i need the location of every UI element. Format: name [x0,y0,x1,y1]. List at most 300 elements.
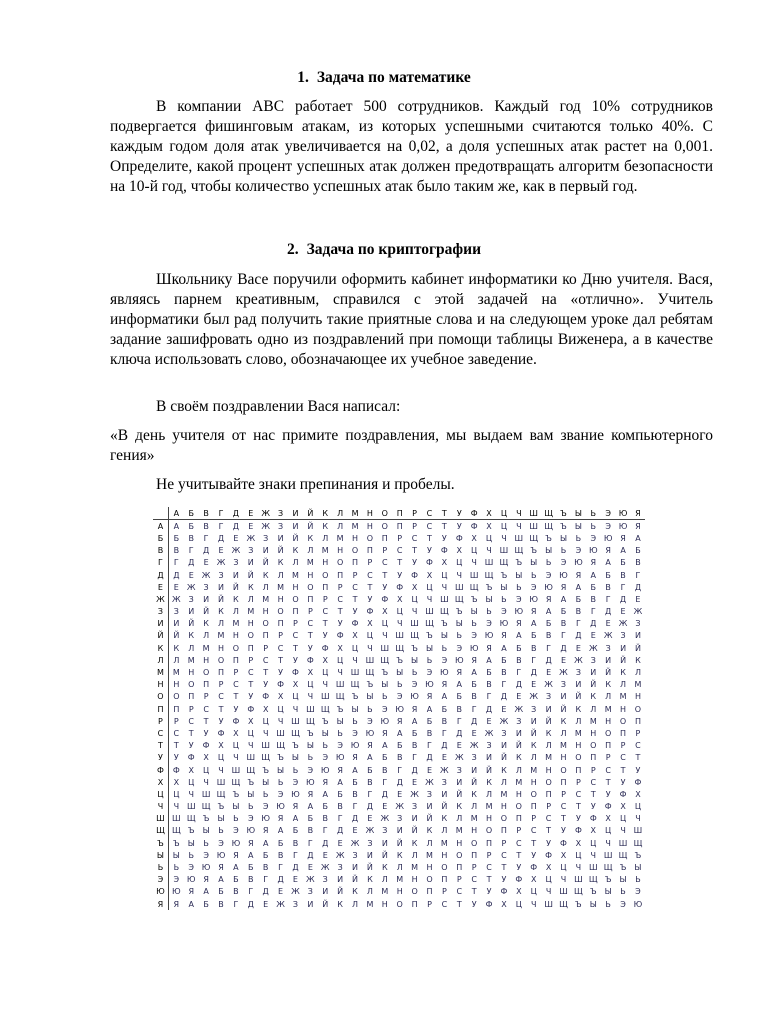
table-row [153,776,645,788]
table-cell: М [247,607,255,617]
table-cell: Т [263,668,269,678]
table-cell: З [605,643,611,653]
table-cell: Ъ [336,704,344,714]
table-cell: У [173,753,179,763]
table-cell: О [426,875,433,885]
table-cell: К [545,728,552,738]
table-cell: Ф [426,558,433,568]
table-cell: Щ [261,753,271,763]
table-cell: Г [590,607,596,617]
table-cell: П [232,655,239,665]
table-cell: Л [307,546,314,556]
table-cell: Й [590,680,597,690]
table-cell: С [218,692,224,702]
column-header-cell: Х [482,507,497,520]
table-cell: Ь [575,533,582,543]
table-cell: Р [590,765,596,775]
table-cell: З [218,570,224,580]
table-cell: Ъ [575,899,582,909]
table-cell: П [396,521,403,531]
table-cell: Г [397,765,403,775]
task2-heading [0,241,768,259]
table-cell: Й [292,533,299,543]
column-header-cell: В [199,507,214,520]
table-cell: З [248,546,254,556]
table-cell: В [620,570,626,580]
table-cell: Р [382,546,388,556]
table-cell: М [321,546,329,556]
table-cell: Е [263,899,269,909]
table-cell: Э [233,826,239,836]
table-cell: О [322,570,329,580]
column-header-cell: Я [631,507,646,520]
table-cell: А [188,899,194,909]
table-cell: Т [486,875,492,885]
table-cell: М [530,765,538,775]
table-cell: Ш [440,594,449,604]
table-cell: Ж [559,668,568,678]
table-cell: Р [501,838,507,848]
table-cell: С [501,850,507,860]
table-cell: Д [471,716,478,726]
table-cell: Б [173,533,180,543]
table-row [153,837,645,849]
table-cell: Ц [515,899,522,909]
table-cell: С [247,668,254,678]
table-cell: Й [173,631,180,641]
table-cell: Ш [395,631,404,641]
table-cell: Н [292,582,299,592]
table-cell: Б [530,631,537,641]
table-cell: Х [233,728,239,738]
table-cell: Э [367,716,373,726]
table-cell: К [337,899,343,909]
table-cell: У [471,899,477,909]
table-cell: Ю [559,570,568,580]
table-cell: Ц [232,741,239,751]
table-cell: Й [634,643,641,653]
table-corner-cell [153,507,168,520]
table-cell: Я [426,692,433,702]
table-cell: У [427,546,432,556]
table-cell: Ф [440,546,448,556]
table-cell: К [292,546,299,556]
table-cell: Ш [246,753,256,763]
table-cell: Н [486,814,493,824]
table-cell: Й [441,802,448,812]
table-cell: Ъ [441,619,448,629]
table-cell: Й [515,741,522,751]
table-cell: П [545,789,552,799]
table-cell: А [635,533,641,543]
table-cell: Д [485,704,493,714]
table-cell: Д [366,802,374,812]
table-cell: Ш [514,533,524,543]
table-cell: Ч [233,753,239,763]
table-cell: Н [411,875,418,885]
table-cell: Ж [172,594,181,604]
table-cell: Ч [590,850,597,860]
table-cell: Л [292,558,299,568]
table-cell: Ф [560,838,567,848]
table-cell: З [292,899,299,909]
table-cell: И [486,753,493,763]
table-cell: И [262,546,269,556]
table-cell: Я [620,533,626,543]
table-cell: М [485,802,493,812]
table-cell: Ы [425,643,433,653]
table-cell: Б [560,607,567,617]
task2-quote: «В день учителя от нас примите поздравления, мы выдаем вам звание компьютерного гения» [110,427,713,464]
table-cell: Б [486,668,492,678]
table-cell: О [590,741,597,751]
table-cell: Р [263,643,269,653]
table-cell: Ф [485,899,493,909]
table-cell: Н [396,887,403,897]
table-cell: Б [382,753,388,763]
table-cell: Х [352,631,358,641]
table-cell: Е [531,680,537,690]
table-row [153,715,645,727]
task2-paragraph-2: В своём поздравлении Вася написал: [156,398,401,415]
table-cell: А [262,838,269,848]
table-cell: Н [545,765,552,775]
table-cell: Ы [515,570,523,580]
table-cell: А [233,863,239,873]
table-cell: И [352,863,359,873]
table-cell: Б [545,619,552,629]
row-header-cell: Н [153,679,168,691]
table-cell: Ч [248,741,254,751]
table-cell: К [530,741,537,751]
table-cell: Л [173,655,180,665]
table-cell: Щ [276,741,285,751]
table-cell: И [247,558,254,568]
table-cell: Г [471,704,477,714]
table-row [153,752,645,764]
table-cell: Й [396,838,403,848]
table-cell: Д [456,728,463,738]
table-cell: Ь [516,582,522,592]
table-cell: Р [635,728,641,738]
table-cell: Ъ [589,887,597,897]
table-cell: Ь [620,887,626,897]
table-cell: Д [634,582,642,592]
table-cell: Х [635,789,641,799]
table-cell: Р [471,863,477,873]
table-cell: У [203,728,209,738]
table-cell: В [337,802,343,812]
table-cell: Ш [350,668,360,678]
table-cell: З [501,728,507,738]
table-cell: Л [634,668,641,678]
table-cell: Ч [560,875,567,885]
table-cell: Я [441,680,448,690]
table-cell: Ш [469,570,479,580]
table-cell: Ш [574,875,583,885]
table-cell: Ю [425,680,434,690]
table-cell: Э [486,619,492,629]
table-cell: Е [620,607,626,617]
table-cell: М [187,655,195,665]
table-cell: О [366,533,374,543]
table-cell: Ч [620,826,626,836]
table-row [153,727,645,739]
table-cell: Р [188,704,194,714]
table-cell: Т [427,533,432,543]
table-cell: Щ [484,570,494,580]
table-cell: К [322,521,329,531]
table-cell: С [233,680,239,690]
row-header-cell: Е [153,581,168,593]
task2-paragraph-1: Школьнику Васе поручили оформить кабинет информатики ко Дню учителя. Вася, являясь парнем креативным, справился с этой задачей на «отлично». Учитель информатики был рад получить такие приятные слова и на следующем уроке дал ребятам задание зашифровать одно из поздравлений при помощи таблицы Виженера, а в качестве ключа использовать слово, обозначающее их учебное заведение. [110,271,713,368]
table-cell: Щ [439,607,449,617]
table-row [153,630,645,642]
row-header-cell: Ч [153,801,168,813]
table-cell: Г [322,826,328,836]
table-cell: Б [620,558,626,568]
table-cell: Ш [559,887,568,897]
table-cell: О [277,607,284,617]
table-cell: Э [530,582,537,592]
table-cell: Ы [217,814,225,824]
table-cell: З [531,704,537,714]
table-cell: Н [560,753,567,763]
table-cell: З [382,826,388,836]
table-cell: Б [292,826,299,836]
table-cell: В [218,899,224,909]
table-cell: Ь [441,643,448,653]
table-cell: Щ [514,546,524,556]
table-cell: Ь [248,802,254,812]
table-cell: Д [590,619,597,629]
table-cell: С [456,887,463,897]
table-cell: Н [337,546,344,556]
table-cell: Х [426,570,433,580]
table-cell: Ф [217,728,225,738]
table-row [153,642,645,654]
table-cell: Н [352,533,359,543]
table-cell: Э [218,838,224,848]
table-cell: Т [620,765,626,775]
table-cell: А [486,655,492,665]
table-cell: А [516,631,522,641]
table-cell: Г [307,838,313,848]
table-cell: Ч [530,899,537,909]
table-cell: Ц [634,802,642,812]
table-cell: Щ [574,887,583,897]
table-cell: Ж [544,680,553,690]
table-cell: К [218,607,224,617]
table-cell: Ъ [366,680,374,690]
row-header-cell: Щ [153,825,168,837]
table-cell: Щ [365,668,375,678]
table-cell: Ж [216,558,226,568]
table-cell: Е [352,826,358,836]
table-cell: Ы [351,704,359,714]
table-row [153,801,645,813]
table-cell: У [501,875,507,885]
table-cell: Ь [396,680,403,690]
table-cell: М [589,716,597,726]
table-cell: О [441,863,448,873]
table-cell: Т [635,753,641,763]
table-cell: Б [248,863,254,873]
table-cell: Я [530,607,537,617]
table-cell: Ь [501,594,507,604]
table-cell: Й [560,704,567,714]
table-cell: П [515,814,522,824]
table-cell: П [322,582,329,592]
column-header-cell: П [392,507,407,520]
table-cell: Ы [500,582,508,592]
table-cell: Й [307,521,314,531]
table-cell: Ю [246,826,256,836]
table-cell: В [426,728,433,738]
table-cell: К [233,594,239,604]
table-cell: Н [277,594,284,604]
table-cell: Ж [529,692,539,702]
table-cell: О [262,619,269,629]
table-cell: Ъ [411,643,418,653]
table-cell: Д [307,850,314,860]
table-cell: З [278,521,284,531]
table-row [153,740,645,752]
table-cell: Х [456,546,462,556]
table-cell: Ф [396,582,404,592]
table-cell: С [516,838,522,848]
table-cell: Я [545,594,552,604]
table-cell: И [575,680,582,690]
table-cell: З [307,887,313,897]
table-cell: Ю [231,838,241,848]
table-cell: Б [426,716,433,726]
table-cell: З [233,558,239,568]
table-cell: В [248,875,254,885]
table-cell: О [560,765,567,775]
table-cell: У [367,594,373,604]
table-cell: П [292,607,299,617]
table-cell: Й [232,582,239,592]
table-cell: Ц [203,765,210,775]
table-cell: К [247,582,254,592]
table-cell: Г [367,789,373,799]
table-cell: К [411,838,418,848]
table-cell: Ж [306,875,315,885]
table-cell: Е [486,716,492,726]
table-cell: Ж [231,546,241,556]
table-cell: К [560,716,567,726]
table-cell: Ь [471,619,477,629]
table-cell: Ю [529,594,539,604]
table-cell: И [337,875,344,885]
table-cell: Я [635,521,641,531]
table-cell: П [411,899,418,909]
table-cell: П [352,558,359,568]
table-cell: Й [530,728,537,738]
table-cell: Й [218,594,224,604]
table-cell: Т [293,643,298,653]
table-cell: К [515,753,522,763]
table-cell: Й [605,668,612,678]
table-cell: Г [516,668,522,678]
table-cell: У [397,570,403,580]
table-cell: А [545,607,552,617]
table-cell: Э [173,875,180,885]
table-cell: Ю [291,789,300,799]
table-cell: В [352,789,358,799]
table-cell: Ч [486,546,492,556]
table-cell: Н [515,789,522,799]
table-cell: Ю [380,716,390,726]
table-cell: Ч [396,619,403,629]
table-cell: Я [411,704,418,714]
table-cell: Ю [172,887,181,897]
table-cell: П [247,643,254,653]
row-header-cell: Э [153,874,168,886]
table-cell: Я [337,765,343,775]
table-cell: Г [575,619,581,629]
table-cell: Х [516,887,522,897]
column-header-cell: Л [333,507,348,520]
table-cell: Ц [366,631,374,641]
table-cell: Ъ [292,741,299,751]
column-header-cell: Ш [526,507,541,520]
table-cell: Ю [454,655,464,665]
table-cell: Ц [575,850,582,860]
column-header-cell: Ы [571,507,586,520]
table-cell: Б [605,570,611,580]
table-cell: Ь [307,753,314,763]
table-cell: Ф [306,655,314,665]
table-cell: Г [561,631,566,641]
table-cell: З [203,582,209,592]
table-cell: Л [322,533,329,543]
table-cell: И [173,619,180,629]
table-cell: П [262,631,269,641]
table-cell: П [634,716,641,726]
table-cell: Б [635,546,641,556]
table-cell: М [306,558,314,568]
table-cell: Е [501,704,507,714]
table-cell: Б [456,692,462,702]
table-cell: Х [441,558,448,568]
table-row [153,569,645,581]
table-cell: Е [233,533,239,543]
column-header-cell: С [422,507,437,520]
table-cell: У [218,716,224,726]
column-header-cell: З [273,507,288,520]
table-cell: Ф [277,680,285,690]
table-cell: Э [560,558,567,568]
table-cell: Ы [291,753,299,763]
table-cell: П [218,668,225,678]
table-row [153,520,645,533]
table-cell: Ц [173,789,180,799]
table-row [153,545,645,557]
table-cell: И [605,655,612,665]
table-cell: Н [634,692,641,702]
table-cell: Е [337,838,343,848]
table-cell: Р [352,570,358,580]
table-cell: П [173,704,180,714]
table-cell: Ч [605,838,611,848]
table-cell: Б [516,643,522,653]
task1-paragraph: В компании АВС работает 500 сотрудников. Каждый год 10% сотрудников подвергается фишинговым атакам, из которых успешными считаются только 40%. С каждым годом доля атак увеличивается на 0,02, а доля успешных атак растет на 0,001. Определите, какой процент успешных атак должен предотвращать алгоритм безопасности на 10-й год, чтобы количество успешных атак было таким же, как в первый год. [110,98,713,195]
table-cell: У [293,655,298,665]
table-cell: У [307,643,313,653]
table-cell: Х [277,692,284,702]
